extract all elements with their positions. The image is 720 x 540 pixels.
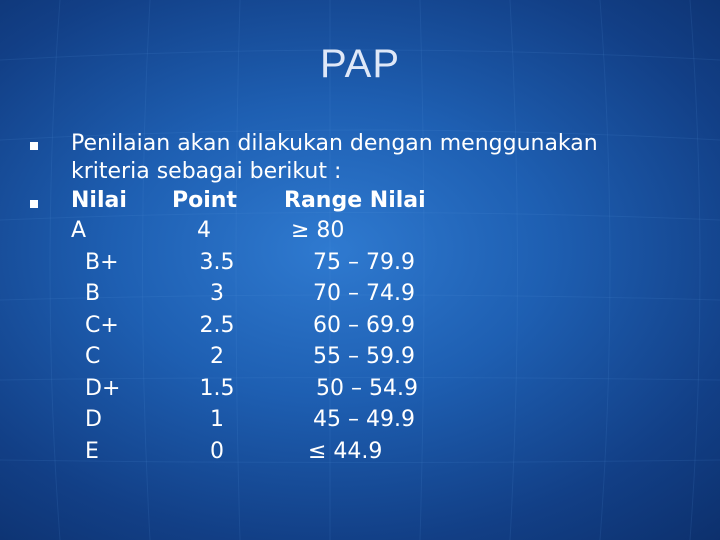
cell-point: 1 — [210, 407, 224, 432]
cell-point: 0 — [210, 439, 224, 464]
cell-point: 4 — [197, 218, 211, 243]
bullet-square-icon — [30, 142, 38, 150]
cell-range: ≤ 44.9 — [308, 439, 383, 464]
cell-point: 1.5 — [199, 376, 235, 401]
cell-point: 3.5 — [199, 250, 235, 275]
cell-grade: E — [85, 439, 99, 464]
cell-range: 50 – 54.9 — [316, 376, 418, 401]
header-range-nilai: Range Nilai — [284, 188, 426, 213]
cell-range: 60 – 69.9 — [313, 313, 415, 338]
bullet-square-icon — [30, 200, 38, 208]
cell-point: 2 — [210, 344, 224, 369]
cell-grade: B — [85, 281, 101, 306]
cell-range: 55 – 59.9 — [313, 344, 415, 369]
bullet-text-line-1: Penilaian akan dilakukan dengan menggunakan — [71, 131, 598, 156]
slide-title: PAP — [319, 42, 401, 86]
cell-grade: A — [71, 218, 87, 243]
cell-grade: D+ — [85, 376, 121, 401]
bullet-text-line-2: kriteria sebagai berikut : — [71, 159, 342, 184]
cell-range: 70 – 74.9 — [313, 281, 415, 306]
cell-point: 3 — [210, 281, 224, 306]
cell-grade: B+ — [85, 250, 119, 275]
cell-range: ≥ 80 — [291, 218, 345, 243]
cell-range: 75 – 79.9 — [313, 250, 415, 275]
cell-range: 45 – 49.9 — [313, 407, 415, 432]
header-point: Point — [172, 188, 237, 213]
header-nilai: Nilai — [71, 188, 127, 213]
cell-point: 2.5 — [199, 313, 235, 338]
cell-grade: C — [85, 344, 101, 369]
cell-grade: C+ — [85, 313, 119, 338]
cell-grade: D — [85, 407, 102, 432]
